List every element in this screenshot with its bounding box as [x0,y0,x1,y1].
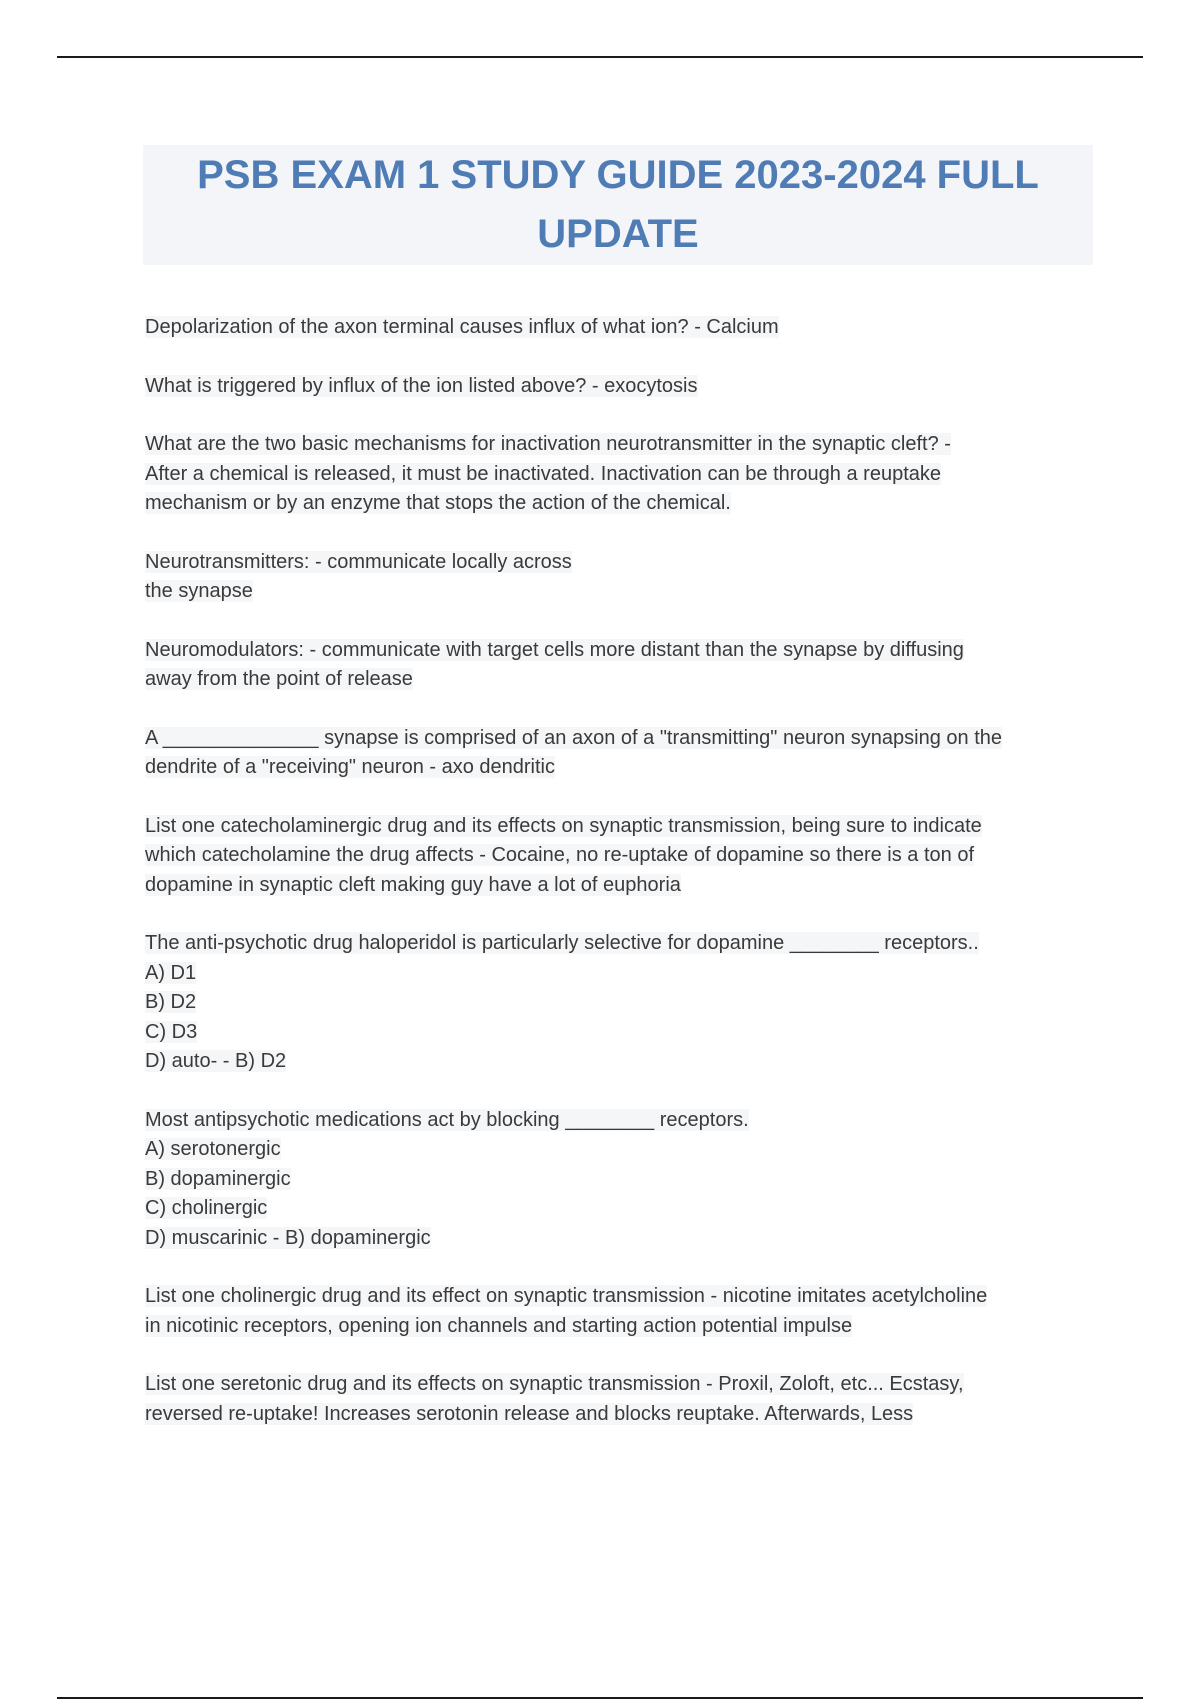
qa-line-text: Most antipsychotic medications act by blocking ________ receptors. [145,1108,749,1131]
qa-line [145,959,1100,989]
title-banner [143,145,1093,265]
qa-line-text: reversed re-uptake! Increases serotonin release and blocks reuptake. Afterwards, Less [145,1402,914,1425]
qa-line-text: What is triggered by influx of the ion listed above? - exocytosis [145,374,698,397]
footer-rule [57,1697,1143,1699]
qa-entry [145,548,1100,607]
qa-line [145,871,1100,901]
qa-line [145,460,1100,490]
qa-entry [145,430,1100,519]
title-line-2: UPDATE [537,212,699,256]
qa-line [145,577,1100,607]
qa-line [145,724,1100,754]
qa-line [145,1312,1100,1342]
qa-line-text: B) D2 [145,991,197,1013]
qa-line-text: After a chemical is released, it must be inactivated. Inactivation can be through a reuptake [145,462,941,485]
qa-line-text: dopamine in synaptic cleft making guy have a lot of euphoria [145,873,681,896]
qa-entry [145,636,1100,695]
qa-line-text: A) serotonergic [145,1138,281,1160]
qa-line-text: away from the point of release [145,668,413,690]
qa-entry [145,812,1100,901]
qa-line-text: Neuromodulators: - communicate with target cells more distant than the synapse by diffusing [145,638,964,661]
qa-line [145,372,1100,402]
qa-line [145,1165,1100,1195]
qa-line [145,1018,1100,1048]
qa-line [145,1224,1100,1254]
qa-line [145,548,1100,578]
qa-entry [145,929,1100,1077]
qa-line-text: dendrite of a "receiving" neuron - axo dendritic [145,756,555,778]
qa-line-text: in nicotinic receptors, opening ion channels and starting action potential impulse [145,1314,853,1337]
qa-line-text: D) auto- - B) D2 [145,1050,287,1072]
qa-line [145,1194,1100,1224]
qa-entry [145,313,1100,343]
qa-line [145,753,1100,783]
qa-line-text: the synapse [145,580,253,602]
qa-line [145,1400,1100,1430]
document-title [197,146,1039,264]
qa-line-text: D) muscarinic - B) dopaminergic [145,1226,431,1249]
qa-line [145,1370,1100,1400]
qa-entry [145,1106,1100,1254]
qa-line [145,1135,1100,1165]
qa-line-text: mechanism or by an enzyme that stops the action of the chemical. [145,492,731,514]
qa-line-text: B) dopaminergic [145,1167,291,1190]
qa-entry [145,1282,1100,1341]
qa-line-text: Neurotransmitters: - communicate locally across [145,550,572,573]
qa-line [145,812,1100,842]
qa-line-text: Depolarization of the axon terminal causes influx of what ion? - Calcium [145,316,779,338]
qa-entry [145,372,1100,402]
qa-line [145,1047,1100,1077]
qa-entry [145,1370,1100,1429]
qa-line [145,988,1100,1018]
qa-line-text: C) D3 [145,1020,198,1043]
qa-line [145,313,1100,343]
qa-line-text: C) cholinergic [145,1197,268,1219]
qa-line-text: List one catecholaminergic drug and its effects on synaptic transmission, being sure to indicate [145,814,982,837]
qa-line-text: The anti-psychotic drug haloperidol is particularly selective for dopamine ________ receptors.. [145,932,979,954]
title-line-1: PSB EXAM 1 STUDY GUIDE 2023-2024 FULL [197,153,1039,197]
qa-line-text: List one seretonic drug and its effects on synaptic transmission - Proxil, Zoloft, etc... Ecstasy, [145,1373,964,1395]
qa-line [145,489,1100,519]
qa-line [145,929,1100,959]
qa-line-text: which catecholamine the drug affects - Cocaine, no re-uptake of dopamine so there is a ton of [145,844,975,866]
qa-line [145,1282,1100,1312]
qa-line-text: What are the two basic mechanisms for inactivation neurotransmitter in the synaptic cleft? - [145,433,951,455]
qa-line [145,665,1100,695]
qa-line [145,430,1100,460]
qa-line-text: A ______________ synapse is comprised of an axon of a "transmitting" neuron synapsing on the [145,726,1002,749]
study-guide-body [145,313,1100,1458]
qa-line-text: A) D1 [145,961,197,984]
qa-line [145,1106,1100,1136]
qa-entry [145,724,1100,783]
qa-line-text: List one cholinergic drug and its effect on synaptic transmission - nicotine imitates acetylcholine [145,1285,988,1307]
qa-line [145,841,1100,871]
header-rule [57,56,1143,58]
qa-line [145,636,1100,666]
